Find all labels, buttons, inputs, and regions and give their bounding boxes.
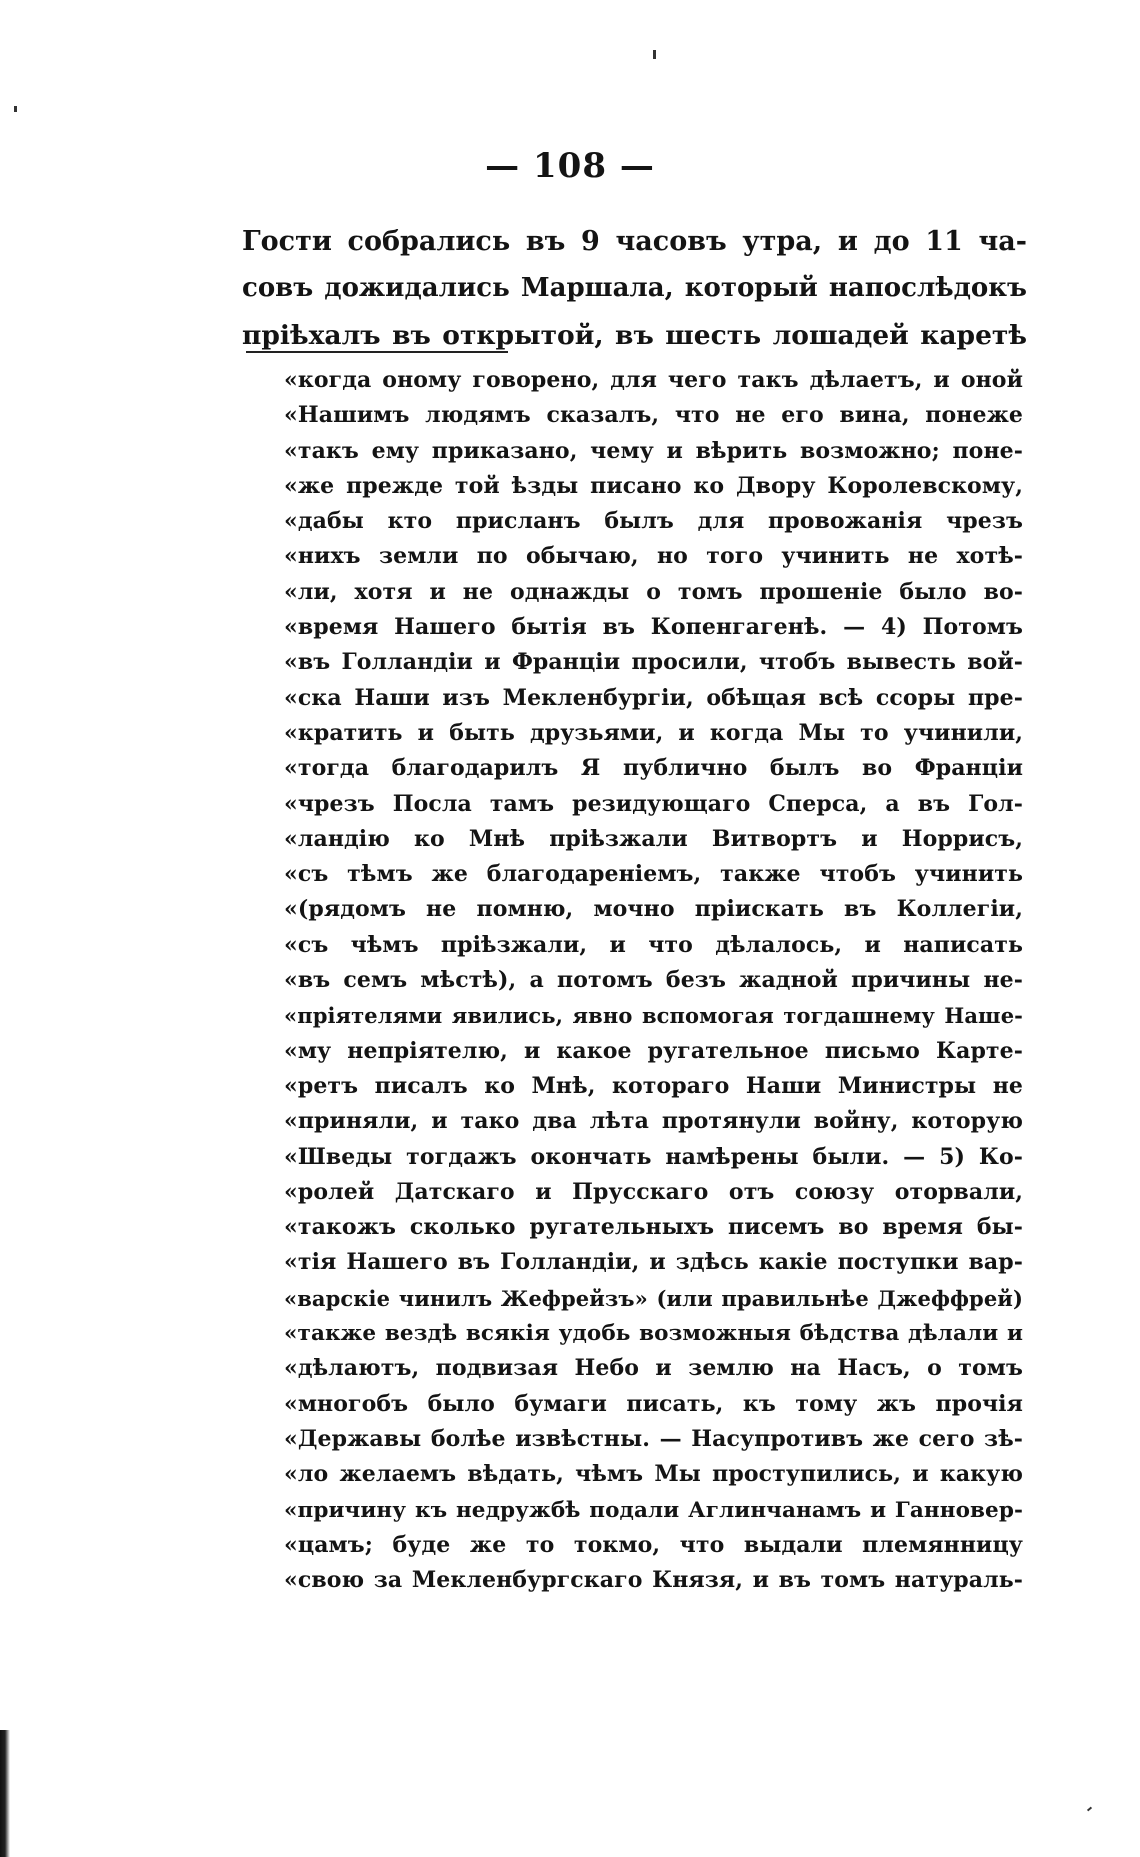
- footnote-line: «также вездѣ всякія удобь возможныя бѣдства дѣлали и: [284, 1321, 1023, 1347]
- footnote-line: «же прежде той ѣзды писано ко Двору Королевскому,: [284, 472, 1023, 499]
- main-line: совъ дожидались Маршала, который напослѣдокъ: [242, 273, 1027, 303]
- footnote-line: «причину къ недружбѣ подали Аглинчанамъ и Ганновер-: [284, 1497, 1023, 1523]
- footnote-line: «цамъ; буде же то токмо, что выдали племянницу: [284, 1531, 1023, 1558]
- scan-speck: [14, 106, 17, 112]
- footnote-line: «когда оному говорено, для чего такъ дѣлаетъ, и оной: [284, 367, 1023, 393]
- footnote-line: «такъ ему приказано, чему и вѣрить возможно; поне-: [284, 437, 1023, 464]
- footnote-line: «чрезъ Посла тамъ резидующаго Сперса, а въ Гол-: [284, 790, 1023, 817]
- footnote-line: «кратить и быть друзьями, и когда Мы то учинили,: [284, 719, 1023, 746]
- main-line: пріѣхалъ въ открытой, въ шесть лошадей каретѣ: [242, 320, 1027, 351]
- footnote-line: «многобъ было бумаги писать, къ тому жъ прочія: [284, 1390, 1023, 1417]
- footnote-line: «съ чѣмъ пріѣзжали, и что дѣлалось, и написать: [284, 931, 1023, 958]
- footnote-line: «тія Нашего въ Голландіи, и здѣсь какіе поступки вар-: [284, 1249, 1023, 1276]
- footnote-line: «съ тѣмъ же благодареніемъ, также чтобъ учинить: [284, 861, 1023, 888]
- footnote-line: «въ Голландіи и Франціи просили, чтобъ вывесть вой-: [284, 649, 1023, 676]
- footnote-line: «му непріятелю, и какое ругательное письмо Карте-: [284, 1037, 1023, 1064]
- footnote-line: «ло желаемъ вѣдать, чѣмъ Мы проступились, и какую: [284, 1461, 1023, 1488]
- footnote-line: «такожъ сколько ругательныхъ писемъ во время бы-: [284, 1214, 1023, 1241]
- footnote-line: «свою за Мекленбургскаго Князя, и въ томъ натураль-: [284, 1567, 1023, 1594]
- footnote-line: «пріятелями явились, явно вспомогая тогдашнему Наше-: [284, 1003, 1023, 1029]
- scan-speck: [1087, 1807, 1092, 1812]
- footnote-line: «Державы болѣе извѣстны. — Насупротивъ же сего зѣ-: [284, 1425, 1023, 1452]
- footnote-line: «ска Наши изъ Мекленбургіи, обѣщая всѣ ссоры пре-: [284, 684, 1023, 711]
- footnote-divider: [246, 351, 508, 353]
- footnote-line: «ли, хотя и не однажды о томъ прошеніе было во-: [284, 578, 1023, 605]
- footnote-line: «(рядомъ не помню, мочно пріискать въ Коллегіи,: [284, 896, 1023, 923]
- footnote-line: «ретъ писалъ ко Мнѣ, котораго Наши Министры не: [284, 1072, 1023, 1099]
- page-number: — 108 —: [485, 146, 655, 186]
- main-line: Гости собрались въ 9 часовъ утра, и до 11 ча-: [242, 226, 1027, 257]
- footnote-line: «приняли, и тако два лѣта протянули войну, которую: [284, 1108, 1023, 1135]
- scan-edge-mark: [0, 1730, 10, 1857]
- footnote-line: «ролей Датскаго и Прусскаго отъ союзу оторвали,: [284, 1178, 1023, 1205]
- footnote-text: [284, 363, 1023, 1598]
- footnote-line: «дабы кто присланъ былъ для провожанія чрезъ: [284, 508, 1023, 535]
- footnote-line: «дѣлаютъ, подвизая Небо и землю на Насъ, о томъ: [284, 1355, 1023, 1382]
- scan-speck: [653, 50, 656, 59]
- footnote-line: «варскіе чинилъ Жефрейзъ» (или правильнѣе Джеффрей): [284, 1285, 1023, 1311]
- main-text: [242, 218, 1027, 359]
- footnote-line: «время Нашего бытія въ Копенгагенѣ. — 4) Потомъ: [284, 614, 1023, 641]
- footnote-line: «Шведы тогдажъ окончать намѣрены были. — 5) Ко-: [284, 1143, 1023, 1170]
- footnote-line: «тогда благодарилъ Я публично былъ во Франціи: [284, 755, 1023, 782]
- footnote-line: «ландію ко Мнѣ пріѣзжали Витвортъ и Норрисъ,: [284, 825, 1023, 852]
- footnote-line: «Нашимъ людямъ сказалъ, что не его вина, понеже: [284, 402, 1023, 429]
- footnote-line: «нихъ земли по обычаю, но того учинить не хотѣ-: [284, 543, 1023, 570]
- footnote-line: «въ семъ мѣстѣ), а потомъ безъ жадной причины не-: [284, 967, 1023, 994]
